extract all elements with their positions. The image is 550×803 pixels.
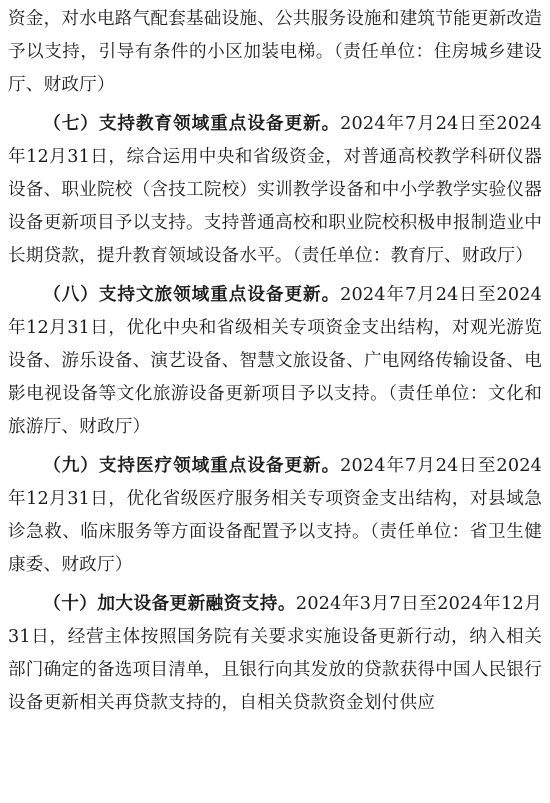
paragraph-medical-equipment: [8, 449, 542, 582]
paragraph-lead: （九）支持医疗领域重点设备更新。: [43, 455, 341, 476]
paragraph-lead: （八）支持文旅领域重点设备更新。: [43, 284, 341, 305]
paragraph-culture-tourism-equipment: [8, 278, 542, 444]
paragraph-education-equipment: [8, 107, 542, 273]
paragraph-body: 2024年7月24日至2024年12月31日，优化中央和省级相关专项资金支出结构，对观光游览设备、游乐设备、演艺设备、智慧文旅设备、广电网络传输设备、电影电视设备等文化旅游设备更新项目予以支持。（责任单位：文化和旅游厅、财政厅）: [8, 285, 543, 437]
paragraph-body: 2024年7月24日至2024年12月31日，优化省级医疗服务相关专项资金支出结构，对县域急诊急救、临床服务等方面设备配置予以支持。（责任单位：省卫生健康委、财政厅）: [8, 456, 543, 575]
paragraph-financing-support: [8, 587, 542, 720]
paragraph-body: 资金，对水电路气配套基础设施、公共服务设施和建筑节能更新改造予以支持，引导有条件的小区加装电梯。（责任单位：住房城乡建设厅、财政厅）: [8, 9, 542, 95]
paragraph-continuation: [8, 2, 542, 102]
paragraph-body: 2024年7月24日至2024年12月31日，综合运用中央和省级资金，对普通高校教学科研仪器设备、职业院校（含技工院校）实训教学设备和中小学教学实验仪器设备更新项目予以支持。支持普通高校和职业院校积极申报制造业中长期贷款，提升教育领域设备水平。（责任单位：教育厅、财政厅）: [8, 114, 543, 266]
paragraph-lead: （七）支持教育领域重点设备更新。: [43, 113, 341, 134]
paragraph-body: 2024年3月7日至2024年12月31日，经营主体按照国务院有关要求实施设备更新行动，纳入相关部门确定的备选项目清单，且银行向其发放的贷款获得中国人民银行设备更新相关再贷款支持的，自相关贷款资金划付供应: [8, 594, 542, 713]
paragraph-lead: （十）加大设备更新融资支持。: [43, 593, 296, 614]
